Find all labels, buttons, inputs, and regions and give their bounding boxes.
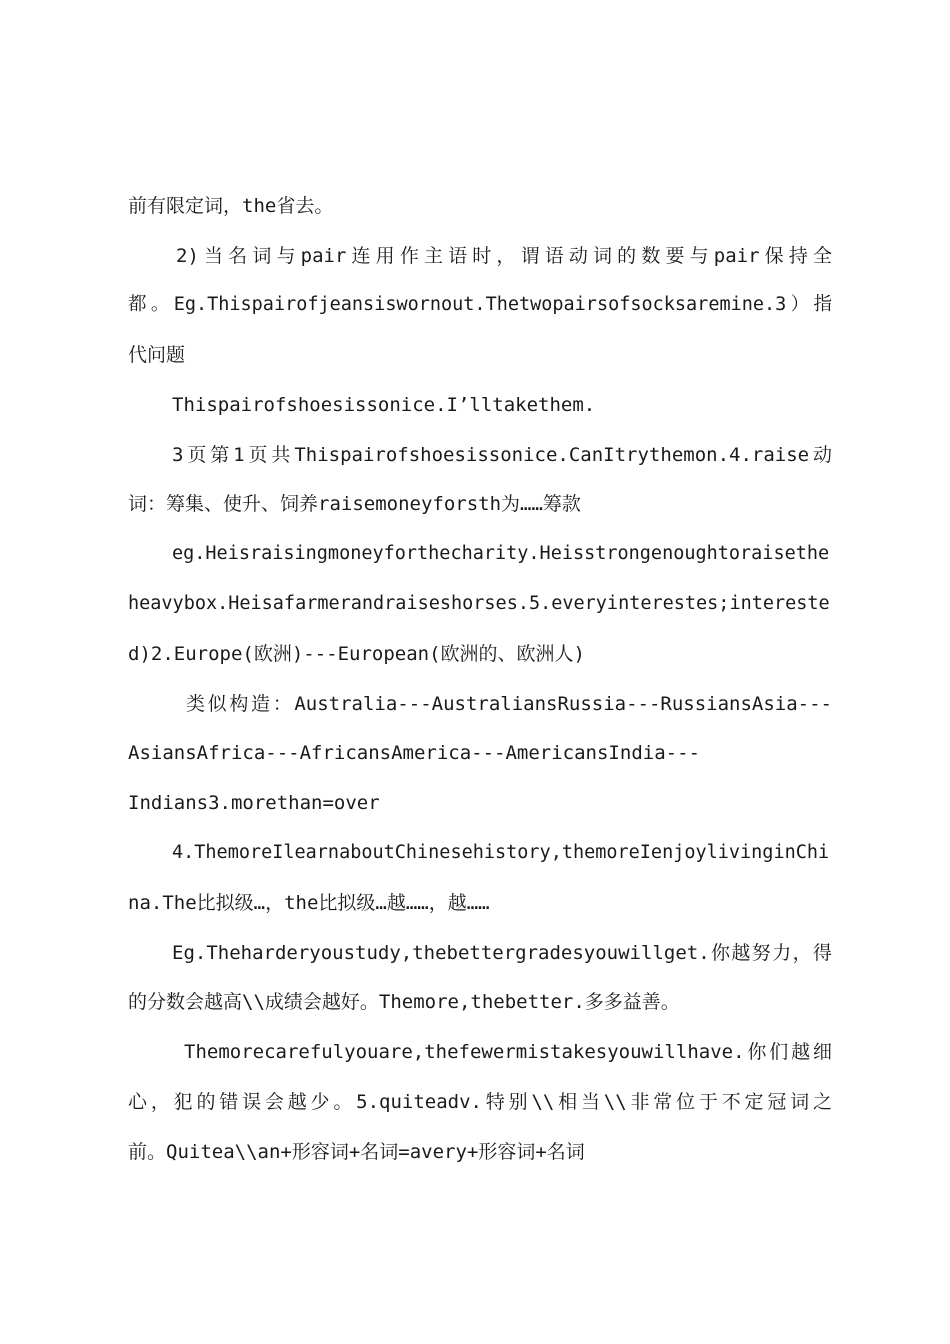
text-line: 的分数会越高\\成绩会越好。Themore,thebetter.多多益善。: [128, 991, 680, 1013]
text-line: d)2.Europe(欧洲)---European(欧洲的、欧洲人): [128, 643, 585, 665]
text-line: eg.Heisraisingmoneyforthecharity.Heisstrongenoughtoraisethe: [172, 543, 830, 564]
text-line: Thispairofshoesissonice.I’lltakethem.: [172, 394, 596, 416]
text-line: 3页第1页共Thispairofshoesissonice.CanItrythemon.4.raise动: [172, 444, 832, 466]
text-line: Themorecarefulyouare,thefewermistakesyouwillhave.你们越细: [184, 1041, 832, 1063]
text-line: heavybox.Heisafarmerandraiseshorses.5.everyinterestes;intereste: [128, 593, 830, 614]
text-line: 前。Quitea\\an+形容词+名词=avery+形容词+名词: [128, 1141, 585, 1163]
text-line: 心，犯的错误会越少。5.quiteadv.特别\\相当\\非常位于不定冠词之: [128, 1091, 832, 1113]
text-line: 词：筹集、使升、饲养raisemoneyforsth为……筹款: [128, 493, 581, 515]
text-line: 2)当名词与pair连用作主语时，谓语动词的数要与pair保持全: [176, 245, 832, 267]
text-line: 类似构造：Australia---AustraliansRussia---RussiansAsia---: [186, 693, 832, 715]
text-line: 代问题: [128, 344, 186, 366]
text-line: 4.ThemoreIlearnaboutChinesehistory,themoreIenjoylivinginChi: [172, 842, 830, 863]
text-line: Eg.Theharderyoustudy,thebettergradesyouwillget.你越努力，得: [172, 942, 832, 964]
text-line: AsiansAfrica---AfricansAmerica---AmericansIndia---: [128, 742, 700, 764]
text-line: na.The比拟级…，the比拟级…越……，越……: [128, 892, 490, 914]
text-line: 都。Eg.Thispairofjeansiswornout.Thetwopairsofsocksaremine.3）指: [128, 294, 832, 315]
text-line: 前有限定词，the省去。: [128, 195, 334, 217]
text-line: Indians3.morethan=over: [128, 792, 380, 814]
